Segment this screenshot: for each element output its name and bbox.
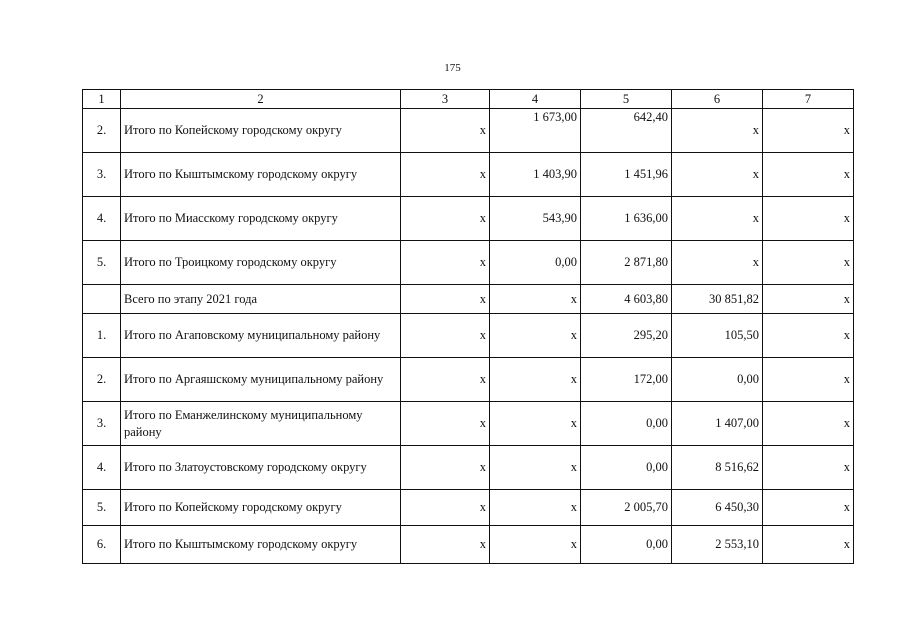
- row-number: 2.: [83, 109, 121, 153]
- cell-col-7: x: [763, 285, 854, 314]
- column-header: 6: [672, 90, 763, 109]
- column-header: 3: [401, 90, 490, 109]
- cell-col-7: x: [763, 402, 854, 446]
- table-row: [83, 358, 854, 402]
- row-name: Итого по Троицкому городскому округу: [121, 241, 401, 285]
- cell-col-5: 642,40: [581, 109, 672, 153]
- row-name: Итого по Златоустовскому городскому округу: [121, 446, 401, 490]
- row-name: Итого по Аргаяшскому муниципальному району: [121, 358, 401, 402]
- column-header: 5: [581, 90, 672, 109]
- row-number: 2.: [83, 358, 121, 402]
- row-name: Всего по этапу 2021 года: [121, 285, 401, 314]
- row-name: Итого по Миасскому городскому округу: [121, 197, 401, 241]
- row-number: [83, 285, 121, 314]
- cell-col-3: x: [401, 446, 490, 490]
- cell-col-3: x: [401, 490, 490, 526]
- cell-col-3: x: [401, 153, 490, 197]
- table-row-total: [83, 285, 854, 314]
- cell-col-4: x: [490, 358, 581, 402]
- row-name: Итого по Копейскому городскому округу: [121, 109, 401, 153]
- table-row: [83, 241, 854, 285]
- report-table: [82, 89, 854, 564]
- row-number: 4.: [83, 446, 121, 490]
- row-number: 4.: [83, 197, 121, 241]
- table-row: [83, 446, 854, 490]
- cell-col-6: x: [672, 153, 763, 197]
- cell-col-3: x: [401, 526, 490, 564]
- cell-col-7: x: [763, 153, 854, 197]
- row-number: 5.: [83, 490, 121, 526]
- cell-col-7: x: [763, 109, 854, 153]
- cell-col-5: 2 871,80: [581, 241, 672, 285]
- page-number: 175: [444, 62, 461, 74]
- cell-col-6: x: [672, 241, 763, 285]
- column-header: 2: [121, 90, 401, 109]
- table-row: [83, 490, 854, 526]
- row-name: Итого по Кыштымскому городскому округу: [121, 526, 401, 564]
- cell-col-4: x: [490, 446, 581, 490]
- cell-col-5: 0,00: [581, 402, 672, 446]
- cell-col-6: x: [672, 109, 763, 153]
- row-number: 1.: [83, 314, 121, 358]
- cell-col-3: x: [401, 402, 490, 446]
- cell-col-7: x: [763, 446, 854, 490]
- cell-col-3: x: [401, 241, 490, 285]
- cell-col-3: x: [401, 197, 490, 241]
- cell-col-6: 0,00: [672, 358, 763, 402]
- row-number: 3.: [83, 402, 121, 446]
- cell-col-4: 0,00: [490, 241, 581, 285]
- cell-col-7: x: [763, 490, 854, 526]
- cell-col-4: 543,90: [490, 197, 581, 241]
- cell-col-7: x: [763, 197, 854, 241]
- cell-col-5: 1 451,96: [581, 153, 672, 197]
- cell-col-5: 172,00: [581, 358, 672, 402]
- row-number: 3.: [83, 153, 121, 197]
- cell-col-6: 6 450,30: [672, 490, 763, 526]
- cell-col-5: 2 005,70: [581, 490, 672, 526]
- table-row: [83, 402, 854, 446]
- cell-col-7: x: [763, 526, 854, 564]
- cell-col-6: 30 851,82: [672, 285, 763, 314]
- column-header: 1: [83, 90, 121, 109]
- column-header: 4: [490, 90, 581, 109]
- cell-col-4: 1 403,90: [490, 153, 581, 197]
- cell-col-4: 1 673,00: [490, 109, 581, 153]
- cell-col-5: 1 636,00: [581, 197, 672, 241]
- cell-col-4: x: [490, 314, 581, 358]
- cell-col-3: x: [401, 358, 490, 402]
- cell-col-3: x: [401, 314, 490, 358]
- cell-col-7: x: [763, 314, 854, 358]
- cell-col-5: 295,20: [581, 314, 672, 358]
- table-row: [83, 314, 854, 358]
- cell-col-3: x: [401, 285, 490, 314]
- table-row: [83, 197, 854, 241]
- cell-col-6: 2 553,10: [672, 526, 763, 564]
- cell-col-6: x: [672, 197, 763, 241]
- table-row: [83, 153, 854, 197]
- cell-col-7: x: [763, 241, 854, 285]
- row-number: 5.: [83, 241, 121, 285]
- cell-col-4: x: [490, 490, 581, 526]
- cell-col-6: 8 516,62: [672, 446, 763, 490]
- cell-col-6: 1 407,00: [672, 402, 763, 446]
- column-header: 7: [763, 90, 854, 109]
- row-number: 6.: [83, 526, 121, 564]
- cell-col-4: x: [490, 526, 581, 564]
- cell-col-4: x: [490, 285, 581, 314]
- table-row: [83, 109, 854, 153]
- cell-col-4: x: [490, 402, 581, 446]
- row-name: Итого по Кыштымскому городскому округу: [121, 153, 401, 197]
- table-header-row: [83, 90, 854, 109]
- cell-col-3: x: [401, 109, 490, 153]
- cell-col-5: 0,00: [581, 526, 672, 564]
- row-name: Итого по Еманжелинскому муниципальному району: [121, 402, 401, 446]
- cell-col-5: 0,00: [581, 446, 672, 490]
- row-name: Итого по Агаповскому муниципальному району: [121, 314, 401, 358]
- cell-col-7: x: [763, 358, 854, 402]
- cell-col-6: 105,50: [672, 314, 763, 358]
- cell-col-5: 4 603,80: [581, 285, 672, 314]
- row-name: Итого по Копейскому городскому округу: [121, 490, 401, 526]
- table-row: [83, 526, 854, 564]
